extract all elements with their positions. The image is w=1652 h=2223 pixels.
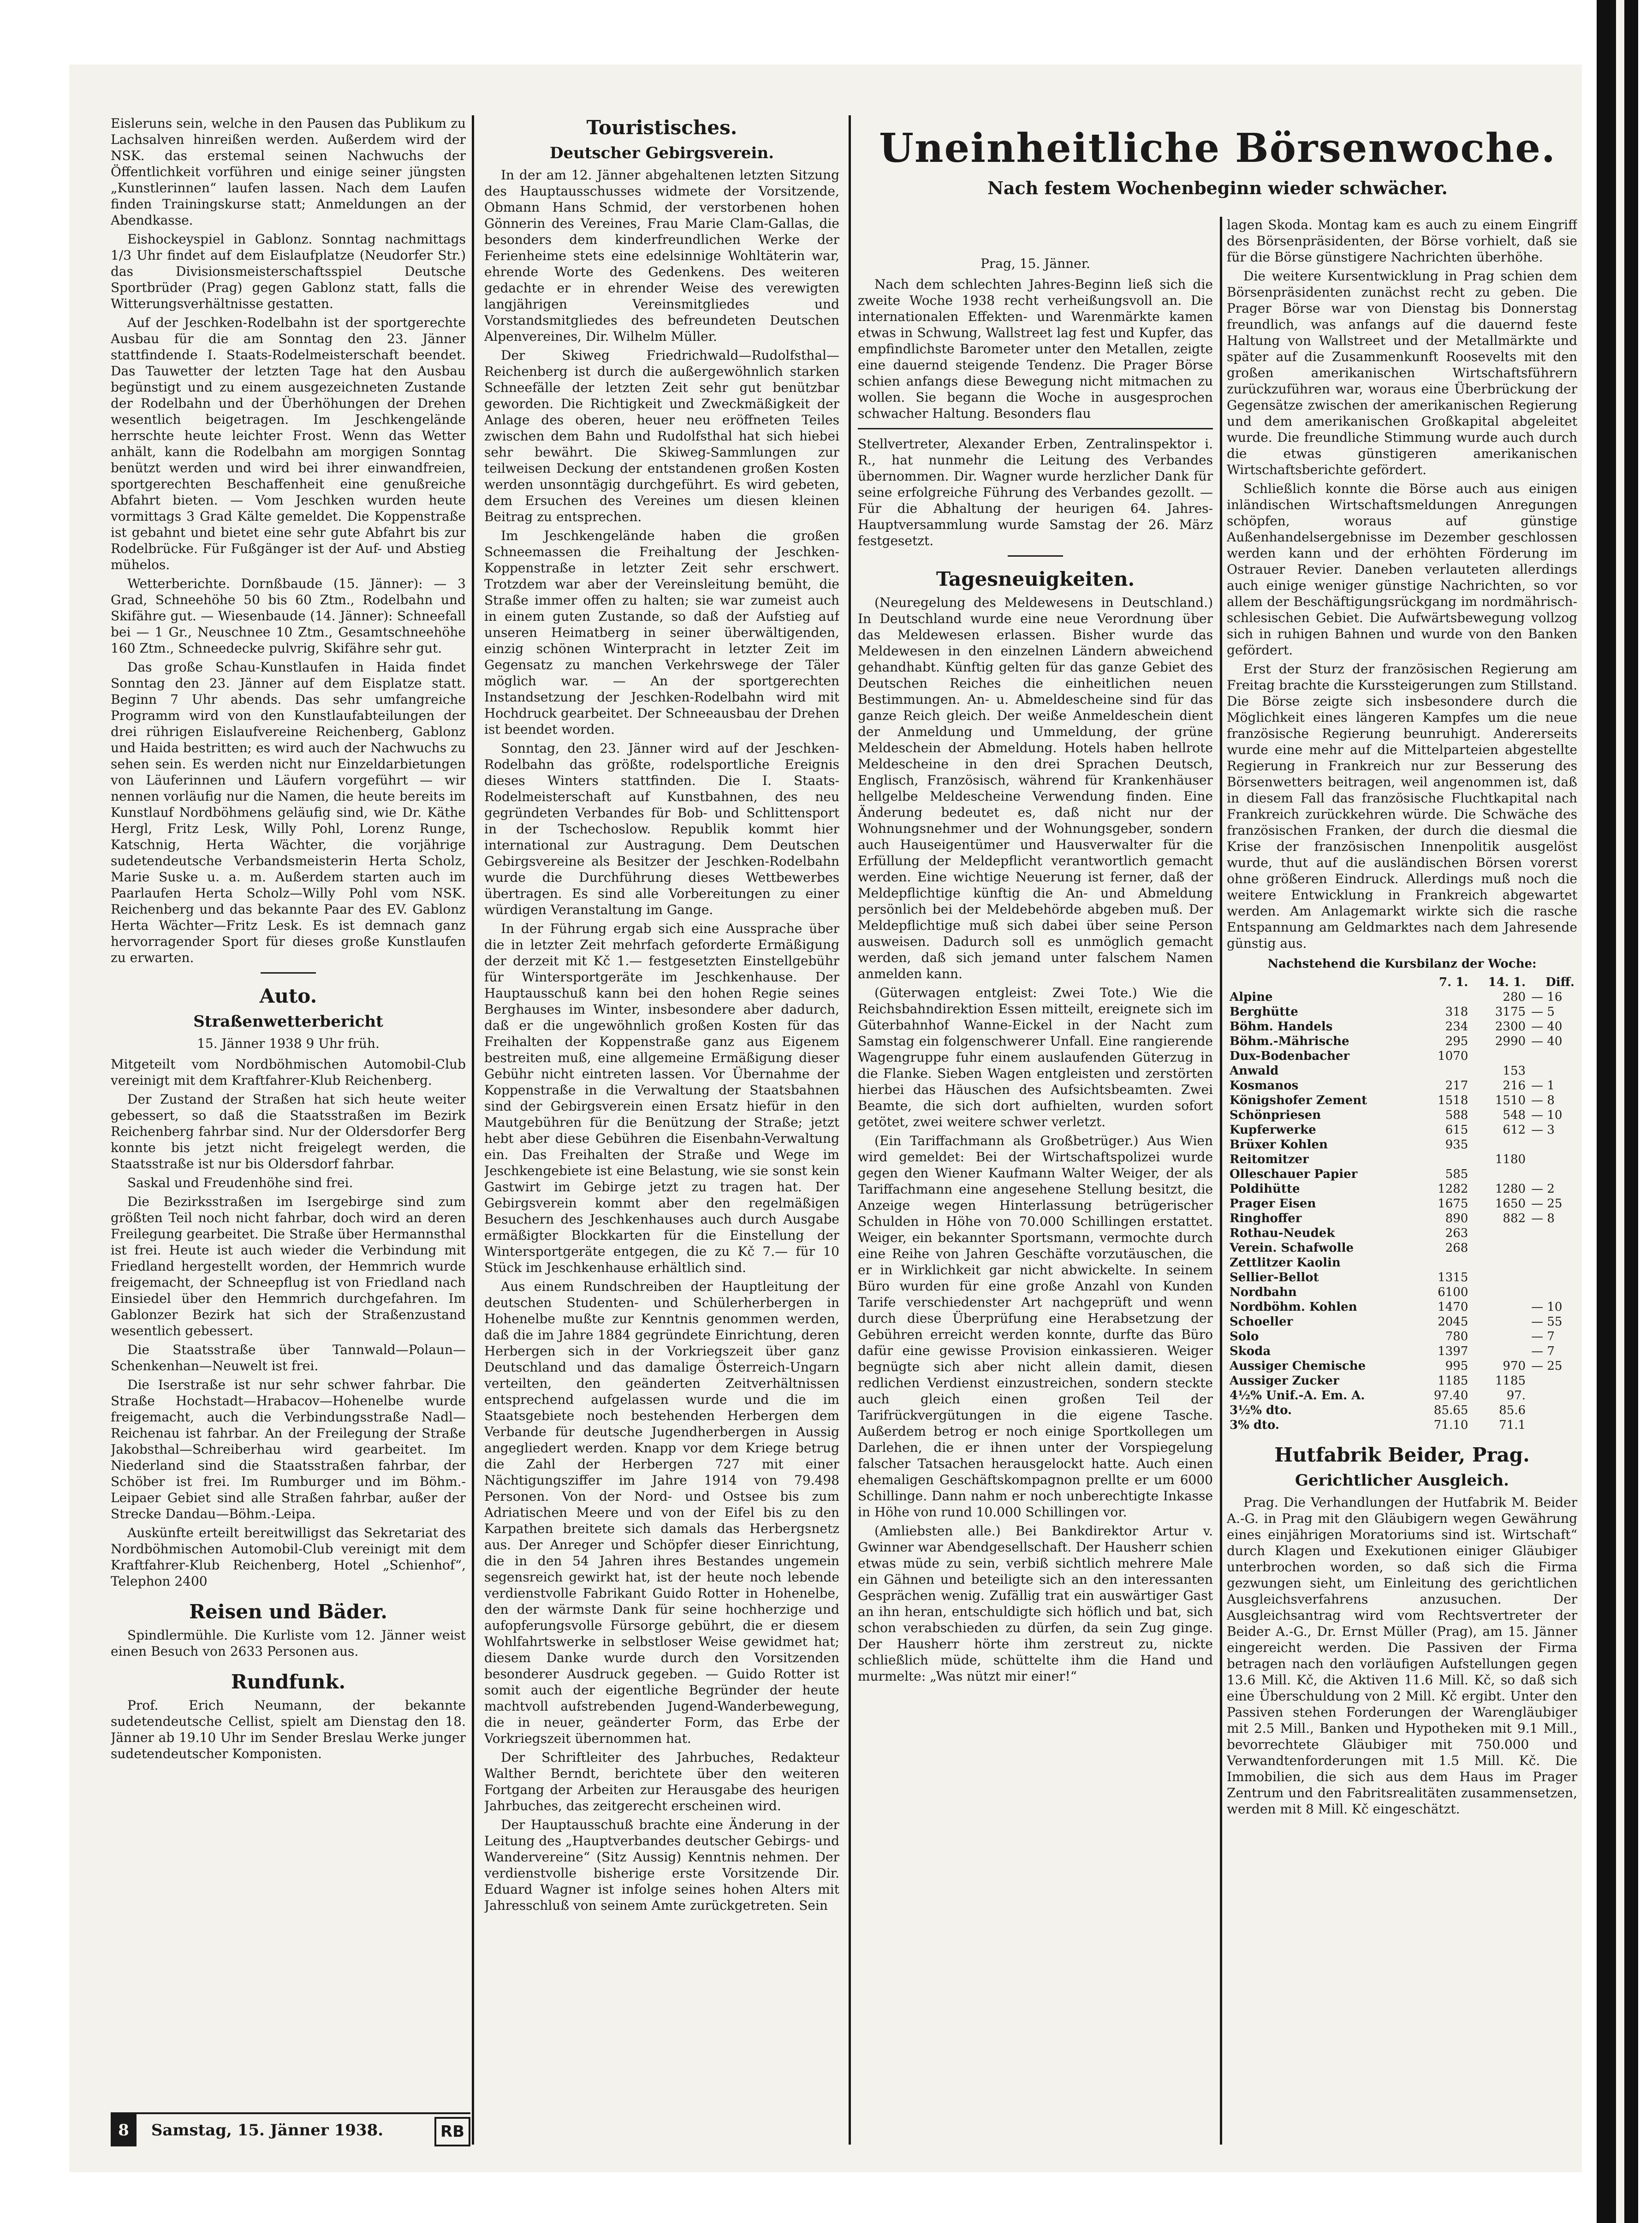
dateline: 15. Jänner 1938 9 Uhr früh. — [197, 1036, 380, 1051]
table-row — [1227, 1388, 1577, 1403]
stock-diff — [1528, 1418, 1577, 1432]
stock-price: 234 — [1445, 1020, 1468, 1034]
stock-price: 935 — [1445, 1138, 1468, 1152]
article-paragraph: Die weitere Kursentwicklung in Prag schien dem Börsenpräsidenten zunächst recht zu geben. Die Prager Börse war von Dienstag bis Donnerstag freundlich, was anfangs auf die dauernd feste Haltung von Wallstreet und der Metallmärkte und später auf die Zusammenkunft Roosevelts mit den großen amerikanischen Wirtschaftsführern zurückzuführen war, woraus eine Überbrückung der Gegensätze zwischen der amerikanischen Regierung und dem amerikanischen Großkapital abgeleitet wurde. Die freundliche Stimmung wurde auch durch die etwas günstigeren amerikanischen Wirtschaftsberichte gefördert. — [1227, 268, 1577, 477]
article-paragraph: Aus einem Rundschreiben der Hauptleitung der deutschen Studenten- und Schülerherbergen in Hohenelbe mußte zur Kenntnis genommen werden, daß die im Jahre 1884 gegründete Einrichtung, deren Herbergen sich in der Vorkriegszeit über ganz Deutschland und das damalige Österreich-Ungarn verteilten, den geänderten Zeitverhältnissen entsprechend aufgelassen wurde und die im Staatsgebiete noch bestehenden Herbergen dem Verbande für deutsche Jugendherbergen in Aussig angegliedert werden. Knapp vor dem Kriege betrug die Zahl der Herbergen 727 mit einer Nächtigungsziffer im Jahre 1914 von 79.498 Personen. Von der Nord- und Ostsee bis zum Adriatischen Meere und von der Eifel bis zu den Karpathen breitete sich damals das Herbergsnetz aus. Der Anreger und Schöpfer dieser Einrichtung, die in den 54 Jahren ihres Bestandes ungemein segensreich gewirkt hat, ist der heute noch lebende verdienstvolle Fabrikant Guido Rotter in Hohenelbe, den der wärmste Dank für seine hochherzige und aufopferungsvolle Fürsorge gebührt, die er diesem Wohlfahrtswerke in selbstloser Weise gewidmet hat; diesem Danke wurde durch den Vorsitzenden besonderer Ausdruck gegeben. — Guido Rotter ist somit auch der eigentliche Begründer der heute machtvoll aufstrebenden Jugend-Wanderbewegung, die in neuer, geänderter Form, das Erbe der Vorkriegszeit übernommen hat. — [484, 1279, 839, 1746]
stock-diff — [1528, 1388, 1577, 1403]
article-paragraph: Prag. Die Verhandlungen der Hutfabrik M. Beider A.-G. in Prag mit den Gläubigern wegen Gewährung eines einjährigen Moratoriums sind ist. Wirtschaft“ durch Klagen und Exekutionen einiger Gläubiger unterbrochen worden, so daß sich die Firma gezwungen sieht, um Einleitung des gerichtlichen Ausgleichsverfahrens anzusuchen. Der Ausgleichsantrag wird vom Rechtsvertreter der Beider A.-G., Dr. Ernst Müller (Prag), am 15. Jänner eingereicht werden. Die Passiven der Firma betragen nach den vorläufigen Aufstellungen gegen 13.6 Mill. Kč, die Aktiven 11.6 Mill. Kč, so daß sich eine Überschuldung von 2 Mill. Kč ergibt. Unter den Passiven stehen Forderungen der Warengläubiger mit 2.5 Mill., Banken und Hypotheken mit 9.1 Mill., bevorrechtete Gläubiger mit 750.000 und Verwandtenforderungen mit 1.5 Mill. Kč. Die Immobilien, die sich aus dem Haus im Prager Zentrum und den Fabritsrealitäten zusammensetzen, werden mit 8 Mill. Kč eingeschätzt. — [1227, 1495, 1577, 1817]
stock-name: 3½% dto. — [1230, 1403, 1292, 1417]
column-boerse-fortsetzung — [1227, 217, 1577, 2172]
stock-name: Sellier-Bellot — [1230, 1271, 1319, 1284]
section-heading-auto: Auto. — [259, 985, 317, 1007]
stock-name: 4½% Unif.-A. Em. A. — [1230, 1389, 1365, 1403]
table-row — [1227, 1359, 1577, 1373]
stock-name: Dux-Bodenbacher — [1230, 1049, 1350, 1063]
stock-price: 217 — [1445, 1079, 1468, 1093]
stock-price: 882 — [1503, 1212, 1526, 1225]
article-paragraph: Stellvertreter, Alexander Erben, Zentralinspektor i. R., hat nunmehr die Leitung des Verbandes übernommen. Dir. Wagner wurde herzlicher Dank für seine erfolgreiche Führung des Verbandes gezollt. — Für die Abhaltung der heurigen 64. Jahres-Hauptversammlung wurde Samstag der 26. März festgesetzt. — [858, 436, 1213, 548]
stock-price: 995 — [1445, 1359, 1468, 1373]
article-paragraph: Das große Schau-Kunstlaufen in Haida findet Sonntag den 23. Jänner auf dem Eisplatze statt. Beginn 7 Uhr abends. Das sehr umfangreiche Programm wird von den Kunstlaufabteilungen der drei rührigen Eislaufvereine Reichenberg, Gablonz und Haida bestritten; es wird auch der Nachwuchs zu sehen sein. Es werden nicht nur Einzeldarbietungen von Läuferinnen und Läufern vorgeführt — wir nennen vorläufig nur die Namen, die heute bereits im Kunstlauf Nordböhmens geläufig sind, wie Dr. Käthe Hergl, Fritz Lesk, Willy Pohl, Lorenz Runge, Katschnig, Herta Wächter, die vorjährige sudetendeutsche Verbandsmeisterin Herta Scholz, Marie Suske u. a. m. Außerdem starten auch im Paarlaufen Herta Scholz—Willy Pohl vom NSK. Reichenberg und das bekannte Paar des EV. Gablonz Herta Wächter—Fritz Lesk. Es ist demnach ganz hervorragender Sport für dieses große Kunstlaufen zu erwarten. — [111, 660, 466, 965]
table-row — [1227, 1226, 1577, 1241]
table-header-row — [1227, 975, 1577, 990]
stock-price — [1471, 1300, 1528, 1314]
article-paragraph: Der Hauptausschuß brachte eine Änderung in der Leitung des „Hauptverbandes deutscher Gebirgs- und Wandervereine“ (Sitz Aussig) Kenntnis nehmen. Der verdienstvolle bisherige erste Vorsitzende Dir. Eduard Wagner ist infolge seines hohen Alters mit Jahresschluß von seinem Amte zurückgetreten. Sein — [484, 1817, 839, 1913]
stock-name: Skoda — [1230, 1344, 1271, 1358]
stock-price: 85.65 — [1433, 1403, 1468, 1417]
stock-diff — [1528, 1226, 1577, 1241]
stock-name: Königshofer Zement — [1230, 1094, 1367, 1107]
stock-price — [1471, 1255, 1528, 1270]
stock-name: Zettlitzer Kaolin — [1230, 1256, 1341, 1270]
table-row — [1227, 1182, 1577, 1196]
table-row — [1227, 1241, 1577, 1255]
article-paragraph: Die Bezirksstraßen im Isergebirge sind zum größten Teil noch nicht fahrbar, doch wird an deren Freilegung gearbeitet. Die Straße über Hermannsthal ist frei. Heute ist auch wieder die Verbindung mit Friedland hergestellt worden, der Hemmrich wurde freigemacht, der Schneepflug ist von Friedland nach Einsiedel über den Hemmrich durchgefahren. Im Gablonzer Bezirk hat sich der Straßenzustand wesentlich gebessert. — [111, 1194, 466, 1338]
section-subheading: Deutscher Gebirgsverein. — [549, 144, 774, 162]
stock-price: 268 — [1445, 1241, 1468, 1255]
article-paragraph: Im Jeschkengelände haben die großen Schneemassen die Freihaltung der Jeschken-Koppenstraße in letzter Zeit sehr erschwert. Trotzdem war aber der Vereinsleitung bemüht, die Straße immer offen zu halten; sie war zumeist auch in einem guten Zustande, so daß der Aufstieg auf unseren Heimatberg in seiner überwältigenden, einzig schönen Winterpracht in letzter Zeit im Gegensatz zu manchen Verkehrswege der Täler möglich war. — An der sportgerechten Instandsetzung der Jeschken-Rodelbahn wird mit Hochdruck gearbeitet. Der Schneeausbau der Drehen ist beendet worden. — [484, 528, 839, 737]
stock-diff: — 5 — [1531, 1005, 1555, 1019]
scanner-edge-gap — [1616, 0, 1624, 2223]
table-row — [1227, 1034, 1577, 1049]
stock-diff — [1528, 1049, 1577, 1064]
stock-diff: — 7 — [1531, 1344, 1555, 1358]
stock-price — [1471, 1167, 1528, 1182]
table-header: 7. 1. — [1439, 975, 1468, 989]
section-divider — [1008, 555, 1063, 557]
stock-price: 2045 — [1438, 1315, 1468, 1329]
subheadline: Nach festem Wochenbeginn wieder schwächer. — [987, 178, 1448, 198]
article-paragraph: Nach dem schlechten Jahres-Beginn ließ sich die zweite Woche 1938 recht verheißungsvoll an. Die internationalen Effekten- und Warenmärkte kamen etwas in Schwung, Wallstreet lag fest und Kupfer, das empfindlichste Barometer unter den Metallen, zeigte eine dauernd steigende Tendenz. Die Prager Börse schien anfangs diese Bewegung nicht mitmachen zu wollen. Sie begann die Woche in ausgesprochen schwacher Haltung. Besonders flau — [858, 277, 1213, 421]
stock-diff: — 40 — [1531, 1020, 1563, 1034]
article-paragraph: Der Zustand der Straßen hat sich heute weiter gebessert, so daß die Staatsstraßen im Bezirk Reichenberg fahrbar sind. Nur der Oldersdorfer Berg konnte bis jetzt nicht freigelegt werden, die Staatsstraße ist nur bis Oldersdorf fahrbar. — [111, 1092, 466, 1171]
stock-price: 2300 — [1495, 1020, 1526, 1034]
article-paragraph: Auskünfte erteilt bereitwilligst das Sekretariat des Nordböhmischen Automobil-Club vereinigt mit dem Kraftfahrer-Klub Reichenberg, Hotel „Schienhof“, Telephon 2400 — [111, 1525, 466, 1589]
stock-price: 153 — [1503, 1064, 1526, 1078]
stock-diff: — 3 — [1531, 1123, 1555, 1137]
stock-name: Schoeller — [1230, 1315, 1293, 1329]
stock-name: Aussiger Chemische — [1230, 1359, 1366, 1373]
table-row — [1227, 1064, 1577, 1078]
column-rule — [1220, 217, 1222, 2145]
stock-price — [1471, 1270, 1528, 1285]
article-paragraph: Wetterberichte. Dornßbaude (15. Jänner): — 3 Grad, Schneehöhe 50 bis 60 Ztm., Rodelbahn und Skifähre gut. — Wiesenbaude (14. Jänner): Schneefall bei — 1 Gr., Neuschnee 10 Ztm., Gesamtschneehöhe 160 Ztm., Schneedecke pulvrig, Skifähre sehr gut. — [111, 576, 466, 656]
stock-diff — [1528, 1403, 1577, 1418]
stock-price — [1471, 1329, 1528, 1344]
stock-name: 3% dto. — [1230, 1418, 1279, 1432]
table-row — [1227, 1196, 1577, 1211]
article-paragraph: Auf der Jeschken-Rodelbahn ist der sportgerechte Ausbau für die am Sonntag den 23. Jänner stattfindende I. Staats-Rodelmeisterschaft beendet. Das Tauwetter der letzten Tage hat den Ausbau begünstigt und zu einem ausgezeichneten Zustande der Rodelbahn und der Überhöhungen der Drehen wesentlich beigetragen. Im Jeschkengelände herrschte heute leichter Frost. Wenn das Wetter anhält, kann die Rodelbahn am morgigen Sonntag benützt werden und wird bei ihrer einwandfreien, sportgerechten Beschaffenheit eine genußreiche Abfahrt bieten. — Vom Jeschken wurden heute vormittags 3 Grad Kälte gemeldet. Die Koppenstraße ist gebahnt und bietet eine sehr gute Abfahrt bis zur Rodelbrücke. Für Fußgänger ist der Auf- und Abstieg mühelos. — [111, 315, 466, 572]
stock-price: 615 — [1445, 1123, 1468, 1137]
page-footer — [111, 2112, 470, 2146]
stock-price: 71.10 — [1433, 1418, 1468, 1432]
article-paragraph: Sonntag, den 23. Jänner wird auf der Jeschken-Rodelbahn das größte, rodelsportliche Ereignis dieses Winters stattfinden. Die I. Staats-Rodelmeisterschaft auf Kunstbahnen, des neu gegründeten Verbandes für Bob- und Schlittensport in der Tschechoslow. Republik kommt hier international zur Austragung. Dem Deutschen Gebirgsvereine als Besitzer der Jeschken-Rodelbahn wurde die Durchführung dieses Wettbewerbes übertragen. Es sind alle Vorbereitungen zu einer würdigen Veranstaltung im Gange. — [484, 741, 839, 917]
stock-price: 1675 — [1438, 1197, 1468, 1211]
stock-price: 318 — [1445, 1005, 1468, 1019]
stock-price: 1518 — [1438, 1094, 1468, 1107]
table-row — [1227, 1403, 1577, 1418]
article-paragraph: (Amliebsten alle.) Bei Bankdirektor Artur v. Gwinner war Abendgesellschaft. Der Hausherr schien etwas müde zu sein, verbiß sichtlich mehrere Male ein Gähnen und beteiligte sich an den interessanten Gesprächen wenig. Zufällig trat ein auswärtiger Gast an ihn heran, entschuldigte sich höflich und bat, sich schon verabschieden zu dürfen, da sein Zug ginge. Der Hausherr hörte ihm zerstreut zu, nickte schließlich müde, schüttelte ihm die Hand und murmelte: „Was nützt mir einer!“ — [858, 1523, 1213, 1684]
stock-price: 1650 — [1495, 1197, 1526, 1211]
masthead-banner — [867, 125, 1568, 200]
stock-diff: — 7 — [1531, 1330, 1555, 1343]
stock-price: 1510 — [1495, 1094, 1526, 1107]
stock-price — [1418, 990, 1471, 1005]
stock-name: Poldihütte — [1230, 1182, 1300, 1196]
table-row — [1227, 1108, 1577, 1123]
article-paragraph: (Neuregelung des Meldewesens in Deutschland.) In Deutschland wurde eine neue Verordnung über das Meldewesen erlassen. Bisher wurde das Meldewesen in den einzelnen Ländern abweichend gehandhabt. Künftig gelten für das ganze Gebiet des Deutschen Reiches die einheitlichen neuen Bestimmungen. An- u. Abmeldescheine sind für das ganze Reich gleich. Der weiße Anmeldeschein dient der Anmeldung und Ummeldung, der grüne Meldeschein der Abmeldung. Hotels haben hellrote Meldescheine in den drei Sprachen Deutsch, Englisch, Französisch, während für Krankenhäuser hellgelbe Meldescheine Verwendung finden. Eine Änderung bedeutet es, daß nicht nur der Wohnungsnehmer und der Wohnungsgeber, sondern auch Hauseigentümer und Hausverwalter für die Erfüllung der Meldepflicht verantwortlich gemacht werden. Eine wichtige Neuerung ist ferner, daß der Meldepflichtige künftig die An- und Abmeldung persönlich bei der Meldebehörde abgeben muß. Der Meldepflichtige muß sich dabei über seine Person ausweisen. Dadurch soll es unmöglich gemacht werden, daß sich jemand unter falschem Namen anmelden kann. — [858, 595, 1213, 981]
table-row — [1227, 1167, 1577, 1182]
table-row — [1227, 1137, 1577, 1152]
stock-price: 2990 — [1495, 1034, 1526, 1048]
section-heading-touristisches: Touristisches. — [586, 116, 737, 139]
table-row — [1227, 990, 1577, 1005]
article-paragraph: In der Führung ergab sich eine Aussprache über die in letzter Zeit mehrfach geforderte Ermäßigung der derzeit mit Kč 1.— festgesetzten Einstellgebühr für Wintersportgeräte im Jeschkenhause. Der Hauptausschuß kann bei den hohen Regie seines Berghauses im Winter, insbesondere aber dadurch, daß er die ungewöhnlich großen Kosten für das Freihalten der Koppenstraße ganz aus Eigenem bestreiten muß, eine allgemeine Ermäßigung dieser Gebühr nicht eintreten lassen. Vor Übernahme der Koppenstraße in die Verwaltung der Staatsbahnen sind der Gebirgsverein einen Ersatz hiefür in den Mautgebühren für die Benützung der Straße; jetzt hebt aber diese Gebühren die Eisenbahn-Verwaltung ein. Das Freihalten der Straße und Wege im Jeschkengebiete ist eine Belastung, wie sie sonst kein Gastwirt im Gebirge jetzt zu tragen hat. Der Gebirgsverein kommt aber den regelmäßigen Besuchern des Jeschkenhauses auch durch Ausgabe ermäßigter Blockkarten für die Einstellung der Wintersportgeräte entgegen, die zu Kč 7.— für 10 Stück im Jeschkenhause erhältlich sind. — [484, 921, 839, 1275]
headline: Uneinheitliche Börsenwoche. — [879, 125, 1556, 172]
stock-name: Böhm. Handels — [1230, 1020, 1333, 1034]
stock-diff — [1528, 1285, 1577, 1300]
stock-diff: — 8 — [1531, 1094, 1555, 1107]
stock-name: Olleschauer Papier — [1230, 1167, 1358, 1181]
article-paragraph: Saskal und Freudenhöhe sind frei. — [127, 1175, 353, 1190]
stock-price: 780 — [1445, 1330, 1468, 1343]
stock-diff: — 10 — [1531, 1108, 1563, 1122]
stock-price — [1471, 1137, 1528, 1152]
article-paragraph: Schließlich konnte die Börse auch aus einigen inländischen Wirtschaftsmeldungen Anregungen schöpfen, woraus auf günstige Außenhandelsergebnisse im Dezember geschlossen werden kann und der erhöhten Förderung im Ostrauer Revier. Daneben verlauteten allerdings auch einige weniger günstige Nachrichten, so vor allem der Beschäftigungsrückgang im nordmährisch-schlesischen Gebiet. Die Aufwärtsbewegung vollzog sich in ruhigen Bahnen und wurde von den Banken gefördert. — [1227, 481, 1577, 658]
article-paragraph: Die Staatsstraße über Tannwald—Polaun—Schenkenhan—Neuwelt ist frei. — [111, 1342, 466, 1373]
stock-price — [1471, 1285, 1528, 1300]
stock-diff: — 8 — [1531, 1212, 1555, 1225]
stock-diff — [1528, 1270, 1577, 1285]
stock-price: 97. — [1506, 1389, 1526, 1403]
stock-price: 97.40 — [1433, 1389, 1468, 1403]
table-row — [1227, 1418, 1577, 1432]
column-boerse-tagesneuigkeiten — [858, 254, 1213, 1831]
stock-diff: — 1 — [1531, 1079, 1555, 1093]
stock-name: Nordböhm. Kohlen — [1230, 1300, 1357, 1314]
article-paragraph: (Ein Tariffachmann als Großbetrüger.) Aus Wien wird gemeldet: Bei der Wirtschaftspolizei wurde gegen den Wiener Kaufmann Walter Weiger, der als Tariffachmann eine angesehene Stellung besitzt, die Anzeige wegen Hinterlassung betrügerischer Schulden in Höhe von 70.000 Schillingen erstattet. Weiger, ein bekannter Sportsmann, vermochte durch eine Reihe von Jahren Geschäfte vorzutäuschen, die er in Wirklichkeit gar nicht abwickelte. In seinem Büro wurden für eine große Anzahl von Kunden Tarife verschiedenster Art nachgeprüft und wenn durch diese Überprüfung eine Herabsetzung der Gebühren erreicht werden konnte, durfte das Büro dafür eine gewisse Provision einkassieren. Weiger begnügte sich aber nicht allein damit, diesen redlichen Verdienst einzustreichen, sondern steckte auch gleich einen großen Teil der Tarifrückvergütungen in die eigene Tasche. Außerdem betrog er noch einige Sportkollegen um Darlehen, die er ihnen unter der Vorspiegelung falscher Tatsachen herausgelockt hatte. Auch einen ehemaligen Geschäftskompagnon prellte er um 6000 Schillinge. Dann nahm er noch unberechtigte Inkasse in Höhe von rund 10.000 Schillingen vor. — [858, 1133, 1213, 1520]
table-row — [1227, 1314, 1577, 1329]
stock-name: Böhm.-Mährische — [1230, 1034, 1349, 1048]
stock-price: 612 — [1503, 1123, 1526, 1137]
table-row — [1227, 1255, 1577, 1270]
stock-price — [1418, 1064, 1471, 1078]
stock-diff — [1528, 1064, 1577, 1078]
table-row — [1227, 1373, 1577, 1388]
article-paragraph: Mitgeteilt vom Nordböhmischen Automobil-Club vereinigt mit dem Kraftfahrer-Klub Reichenberg. — [111, 1057, 466, 1088]
stock-price: 263 — [1445, 1226, 1468, 1240]
stock-price: 6100 — [1438, 1285, 1468, 1299]
table-header: 14. 1. — [1488, 975, 1526, 989]
stock-diff — [1528, 1152, 1577, 1167]
stock-table-body — [1227, 990, 1577, 1432]
stock-name: Alpine — [1230, 990, 1273, 1004]
article-paragraph: Erst der Sturz der französischen Regierung am Freitag brachte die Kurssteigerungen zum Stillstand. Die Börse zeigte sich insbesondere durch die Möglichkeit eines längeren Kampfes um die neue französische Regierung beunruhigt. Andererseits wurde eine mehr auf die Mittelparteien abgestellte Regierung in Frankreich nur zur Besserung des Börsenwetters beitragen, weil angenommen ist, daß in diesem Fall das französische Fluchtkapital nach Frankreich zurückkehren würde. Die Schwäche des französischen Franken, der durch die diesmal die Krise der französischen Innenpolitik ausgelöst wurde, thut auf die ausländischen Börsen vorerst ohne größeren Eindruck. Allerdings muß noch die weitere Entwicklung in Frankreich abgewartet werden. Am Anlagemarkt wirkte sich die rasche Entspannung am Geldmarktes nach dem Jahresende günstig aus. — [1227, 661, 1577, 951]
stock-price: 548 — [1503, 1108, 1526, 1122]
stock-name: Ringhoffer — [1230, 1212, 1302, 1225]
stock-diff: — 10 — [1531, 1300, 1563, 1314]
stock-name: Berghütte — [1230, 1005, 1298, 1019]
stock-name: Kupferwerke — [1230, 1123, 1316, 1137]
article-paragraph: Spindlermühle. Die Kurliste vom 12. Jänner weist einen Besuch von 2633 Personen aus. — [111, 1628, 466, 1659]
stock-price: 1180 — [1495, 1153, 1526, 1166]
stock-name: Verein. Schafwolle — [1230, 1241, 1354, 1255]
table-header — [1227, 975, 1418, 990]
dateline: Prag, 15. Jänner. — [981, 256, 1090, 271]
column-rule — [472, 115, 474, 2145]
table-row — [1227, 1300, 1577, 1314]
table-row — [1227, 1019, 1577, 1034]
table-row — [1227, 1344, 1577, 1359]
stock-price: 1280 — [1495, 1182, 1526, 1196]
stock-diff: — 2 — [1531, 1182, 1555, 1196]
stock-price — [1471, 1344, 1528, 1359]
stock-price — [1418, 1255, 1471, 1270]
stock-price — [1471, 1226, 1528, 1241]
stock-name: Reitomitzer — [1230, 1153, 1309, 1166]
stock-price: 890 — [1445, 1212, 1468, 1225]
section-heading-reisen: Reisen und Bäder. — [189, 1600, 387, 1623]
stock-price: 3175 — [1495, 1005, 1526, 1019]
table-row — [1227, 1049, 1577, 1064]
section-heading-hutfabrik: Hutfabrik Beider, Prag. — [1274, 1444, 1530, 1466]
stock-price: 1282 — [1438, 1182, 1468, 1196]
stock-name: Kosmanos — [1230, 1079, 1299, 1093]
article-paragraph: Prof. Erich Neumann, der bekannte sudetendeutsche Cellist, spielt am Dienstag den 18. Jänner ab 19.10 Uhr im Sender Breslau Werke junger sudetendeutscher Komponisten. — [111, 1698, 466, 1761]
stock-price: 1185 — [1495, 1374, 1526, 1388]
stock-diff — [1528, 1241, 1577, 1255]
article-paragraph: lagen Skoda. Montag kam es auch zu einem Eingriff des Börsenpräsidenten, der Börse vorhielt, daß sie für die Börse günstigere Nachrichten überhöhe. — [1227, 217, 1577, 265]
stock-price — [1471, 1241, 1528, 1255]
stock-price: 1397 — [1438, 1344, 1468, 1358]
stock-price: 585 — [1445, 1167, 1468, 1181]
stock-price: 1315 — [1438, 1271, 1468, 1284]
column-rule — [849, 115, 851, 2145]
stock-name: Solo — [1230, 1330, 1259, 1343]
stock-diff: — 55 — [1531, 1315, 1563, 1329]
stock-price: 588 — [1445, 1108, 1468, 1122]
publisher-logo: RB — [434, 2117, 470, 2146]
stock-name: Rothau-Neudek — [1230, 1226, 1335, 1240]
stock-price: 1070 — [1438, 1049, 1468, 1063]
stock-price: 216 — [1503, 1079, 1526, 1093]
stock-diff: — 25 — [1531, 1359, 1563, 1373]
issue-date: Samstag, 15. Jänner 1938. — [151, 2121, 384, 2140]
table-header: Diff. — [1545, 975, 1575, 989]
stock-name: Anwald — [1230, 1064, 1279, 1078]
table-row — [1227, 1078, 1577, 1093]
table-row — [1227, 1329, 1577, 1344]
stock-price: 1185 — [1438, 1374, 1468, 1388]
table-row — [1227, 1285, 1577, 1300]
table-row — [1227, 1123, 1577, 1137]
table-row — [1227, 1093, 1577, 1108]
table-row — [1227, 1211, 1577, 1226]
article-paragraph: In der am 12. Jänner abgehaltenen letzten Sitzung des Hauptausschusses widmete der Vorsitzende, Obmann Hans Schmid, der verstorbenen hohen Gönnerin des Vereines, Frau Marie Clam-Gallas, die besonders dem kinderfreundlichen Werke der Ferienheime stets eine edelsinnige Wohltäterin war, ehrende Worte des Gedenkens. Des weiteren gedachte er in ehrender Weise des verewigten langjährigen Vereinsmitgliedes und Vorstandsmitgliedes des befreundeten Deutschen Alpenvereines, Dir. Wilhelm Müller. — [484, 167, 839, 344]
stock-name: Brüxer Kohlen — [1230, 1138, 1328, 1152]
stock-price: 280 — [1503, 990, 1526, 1004]
stock-diff — [1528, 1373, 1577, 1388]
column-touristik — [484, 115, 839, 2154]
section-divider — [261, 972, 316, 974]
section-subheading: Straßenwetterbericht — [193, 1012, 383, 1031]
stock-diff: — 40 — [1531, 1034, 1563, 1048]
article-paragraph: Der Skiweg Friedrichwald—Rudolfsthal—Reichenberg ist durch die außergewöhnlich starken Schneefälle der letzten Zeit sehr gut benützbar geworden. Die Richtigkeit und Zweckmäßigkeit der Anlage des oberen, heuer neu eröffneten Teiles zwischen dem Bahn und Rudolfsthal hat sich hiebei sehr bewährt. Die Skiweg-Sammlungen zur teilweisen Deckung der entstandenen großen Kosten werden unsonntägig durchgeführt. Es wird gebeten, dem Ersuchen des Vereines um diesen kleinen Beitrag zu entsprechen. — [484, 348, 839, 524]
page-number: 8 — [111, 2114, 137, 2146]
table-row — [1227, 1152, 1577, 1167]
stock-name: Prager Eisen — [1230, 1197, 1316, 1211]
table-title: Nachstehend die Kursbilanz der Woche: — [1267, 957, 1537, 971]
section-subheading: Gerichtlicher Ausgleich. — [1295, 1471, 1509, 1490]
stock-price — [1471, 1314, 1528, 1329]
stock-price — [1418, 1152, 1471, 1167]
article-paragraph: (Güterwagen entgleist: Zwei Tote.) Wie die Reichsbahndirektion Essen mitteilt, ereignete sich im Güterbahnhof Wanne-Eickel in der Nacht zum Samstag ein folgenschwerer Unfall. Eine rangierende Wagengruppe fuhr einem auslaufenden Güterzug in die Flanke. Sieben Wagen entgleisten und zerstörten hierbei das Häuschen des Aufsichtsbeamten. Zwei Beamte, die sich dort aufhielten, wurden sofort getötet, zwei weitere schwer verletzt. — [858, 985, 1213, 1129]
stock-price: 85.6 — [1499, 1403, 1526, 1417]
section-divider — [858, 428, 1213, 429]
stock-diff — [1528, 1255, 1577, 1270]
stock-diff: — 16 — [1531, 990, 1563, 1004]
article-paragraph: Eisleruns sein, welche in den Pausen das Publikum zu Lachsalven hinreißen werden. Außerdem wird der NSK. das erstemal seinen Nachwuchs der Öffentlichkeit vorführen und einige seiner jüngsten „Kunstlerinnen“ laufen lassen. Nach dem Laufen finden Trainingskurse statt; Anmeldungen an der Abendkasse. — [111, 116, 466, 228]
stock-price: 71.1 — [1499, 1418, 1526, 1432]
stock-price: 970 — [1503, 1359, 1526, 1373]
column-sport-auto — [111, 115, 466, 2080]
stock-diff — [1528, 1137, 1577, 1152]
stock-name: Aussiger Zucker — [1230, 1374, 1339, 1388]
stock-table — [1227, 975, 1577, 1432]
section-heading-rundfunk: Rundfunk. — [231, 1670, 346, 1693]
stock-price: 295 — [1445, 1034, 1468, 1048]
stock-price: 1470 — [1438, 1300, 1468, 1314]
newspaper-page — [69, 65, 1582, 2172]
stock-diff — [1528, 1167, 1577, 1182]
stock-price — [1471, 1049, 1528, 1064]
stock-name: Schönpriesen — [1230, 1108, 1321, 1122]
table-row — [1227, 1270, 1577, 1285]
stock-diff: — 25 — [1531, 1197, 1563, 1211]
article-paragraph: Die Iserstraße ist nur sehr schwer fahrbar. Die Straße Hochstadt—Hrabacov—Hohenelbe wurde freigemacht, auch die Verbindungsstraße Nadl—Reichenau ist fahrbar. An der Freilegung der Straße Jakobsthal—Schreiberhau wird gearbeitet. Im Niederland sind die Staatsstraßen fahrbar, der Schöber ist frei. Im Rumburger und im Böhm.-Leipaer Gebiet sind alle Straßen fahrbar, außer der Strecke Dandau—Böhm.-Leipa. — [111, 1377, 466, 1522]
article-paragraph: Der Schriftleiter des Jahrbuches, Redakteur Walther Berndt, berichtete über den weiteren Fortgang der Arbeiten zur Herausgabe des heurigen Jahrbuches, das zeitgerecht erscheinen wird. — [484, 1750, 839, 1813]
article-paragraph: Eishockeyspiel in Gablonz. Sonntag nachmittags 1/3 Uhr findet auf dem Eislaufplatze (Neudorfer Str.) das Divisionsmeisterschaftsspiel Deutsche Sportbrüder (Prag) gegen Gablonz statt, falls die Witterungsverhältnisse gestatten. — [111, 232, 466, 311]
section-heading-tagesneuigkeiten: Tagesneuigkeiten. — [936, 568, 1135, 590]
table-row — [1227, 1005, 1577, 1019]
stock-name: Nordbahn — [1230, 1285, 1297, 1299]
